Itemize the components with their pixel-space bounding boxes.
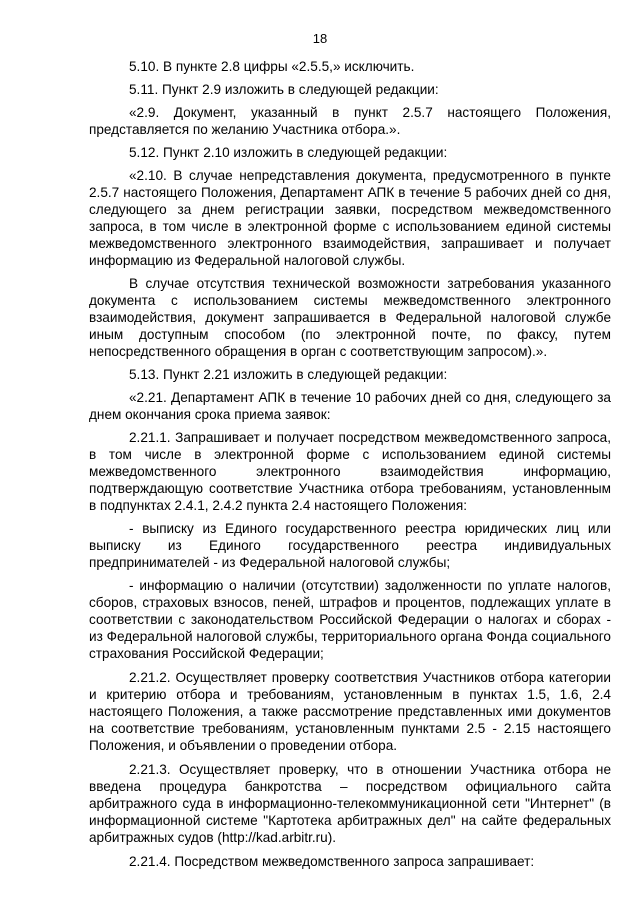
paragraph-2-21-1: 2.21.1. Запрашивает и получает посредством межведомственного запроса, в том числе в электронной форме с использованием единой системы межведомственного электронного взаимодействия информацию, подтверждающую соответствие Участника отбора требованиям, установленным в подпунктах 2.4.1, 2.4.2 пункта 2.4 настоящего Положения: — [89, 430, 611, 513]
paragraph-5-13: 5.13. Пункт 2.21 изложить в следующей редакции: — [129, 367, 448, 382]
paragraph-2-21-4: 2.21.4. Посредством межведомственного запроса запрашивает: — [129, 854, 535, 869]
page-number: 18 — [312, 31, 328, 46]
list-item-egrul-extract: - выписку из Единого государственного реестра юридических лиц или выписку из Единого государственного реестра индивидуальных предпринимателей - из Федеральной налоговой службы; — [89, 521, 611, 570]
paragraph-2-10-text: «2.10. В случае непредставления документа, предусмотренного в пункте 2.5.7 настоящего Положения, Департамент АПК в течение 5 рабочих дней со дня, следующего за днем регистрации заявки, посредством межведомственного запроса, в том числе в электронной форме с использованием единой системы межведомственного электронного взаимодействия, запрашивает и получает информацию из Федеральной налоговой службы. — [89, 168, 611, 268]
paragraph-2-21-3: 2.21.3. Осуществляет проверку, что в отношении Участника отбора не введена процедура банкротства – посредством официального сайта арбитражного суда в информационно-телекоммуникационной сети "Интернет" (в информационной системе "Картотека арбитражных дел" на сайте федеральных арбитражных судов (http://kad.arbitr.ru). — [89, 762, 611, 845]
paragraph-2-9-text: «2.9. Документ, указанный в пункт 2.5.7 настоящего Положения, представляется по желанию Участника отбора.». — [89, 105, 611, 137]
paragraph-2-10-continuation: В случае отсутствия технической возможности затребования указанного документа с использованием системы межведомственного электронного взаимодействия, документ запрашивается в Федеральной налоговой службе иным доступным способом (по электронной почте, по факсу, путем непосредственного обращения в орган с соответствующим запросом).». — [89, 276, 611, 359]
paragraph-2-21-text: «2.21. Департамент АПК в течение 10 рабочих дней со дня, следующего за днем окончания срока приема заявок: — [89, 390, 611, 422]
document-body — [89, 58, 611, 876]
paragraph-2-21-2: 2.21.2. Осуществляет проверку соответствия Участников отбора категории и критерию отбора и требованиям, установленным в пунктах 1.5, 1.6, 2.4 настоящего Положения, а также рассмотрение представленных ими документов на соответствие требованиям, установленным пунктами 2.5 - 2.15 настоящего Положения, и объявлении о проведении отбора. — [89, 670, 611, 753]
paragraph-5-10: 5.10. В пункте 2.8 цифры «2.5.5,» исключить. — [129, 59, 415, 74]
paragraph-5-12: 5.12. Пункт 2.10 изложить в следующей редакции: — [129, 145, 448, 160]
list-item-tax-debt-info: - информацию о наличии (отсутствии) задолженности по уплате налогов, сборов, страховых взносов, пеней, штрафов и процентов, подлежащих уплате в соответствии с законодательством Российской Федерации о налогах и сборах - из Федеральной налоговой службы, территориального органа Фонда социального страхования Российской Федерации; — [89, 578, 611, 661]
paragraph-5-11: 5.11. Пункт 2.9 изложить в следующей редакции: — [129, 82, 439, 97]
